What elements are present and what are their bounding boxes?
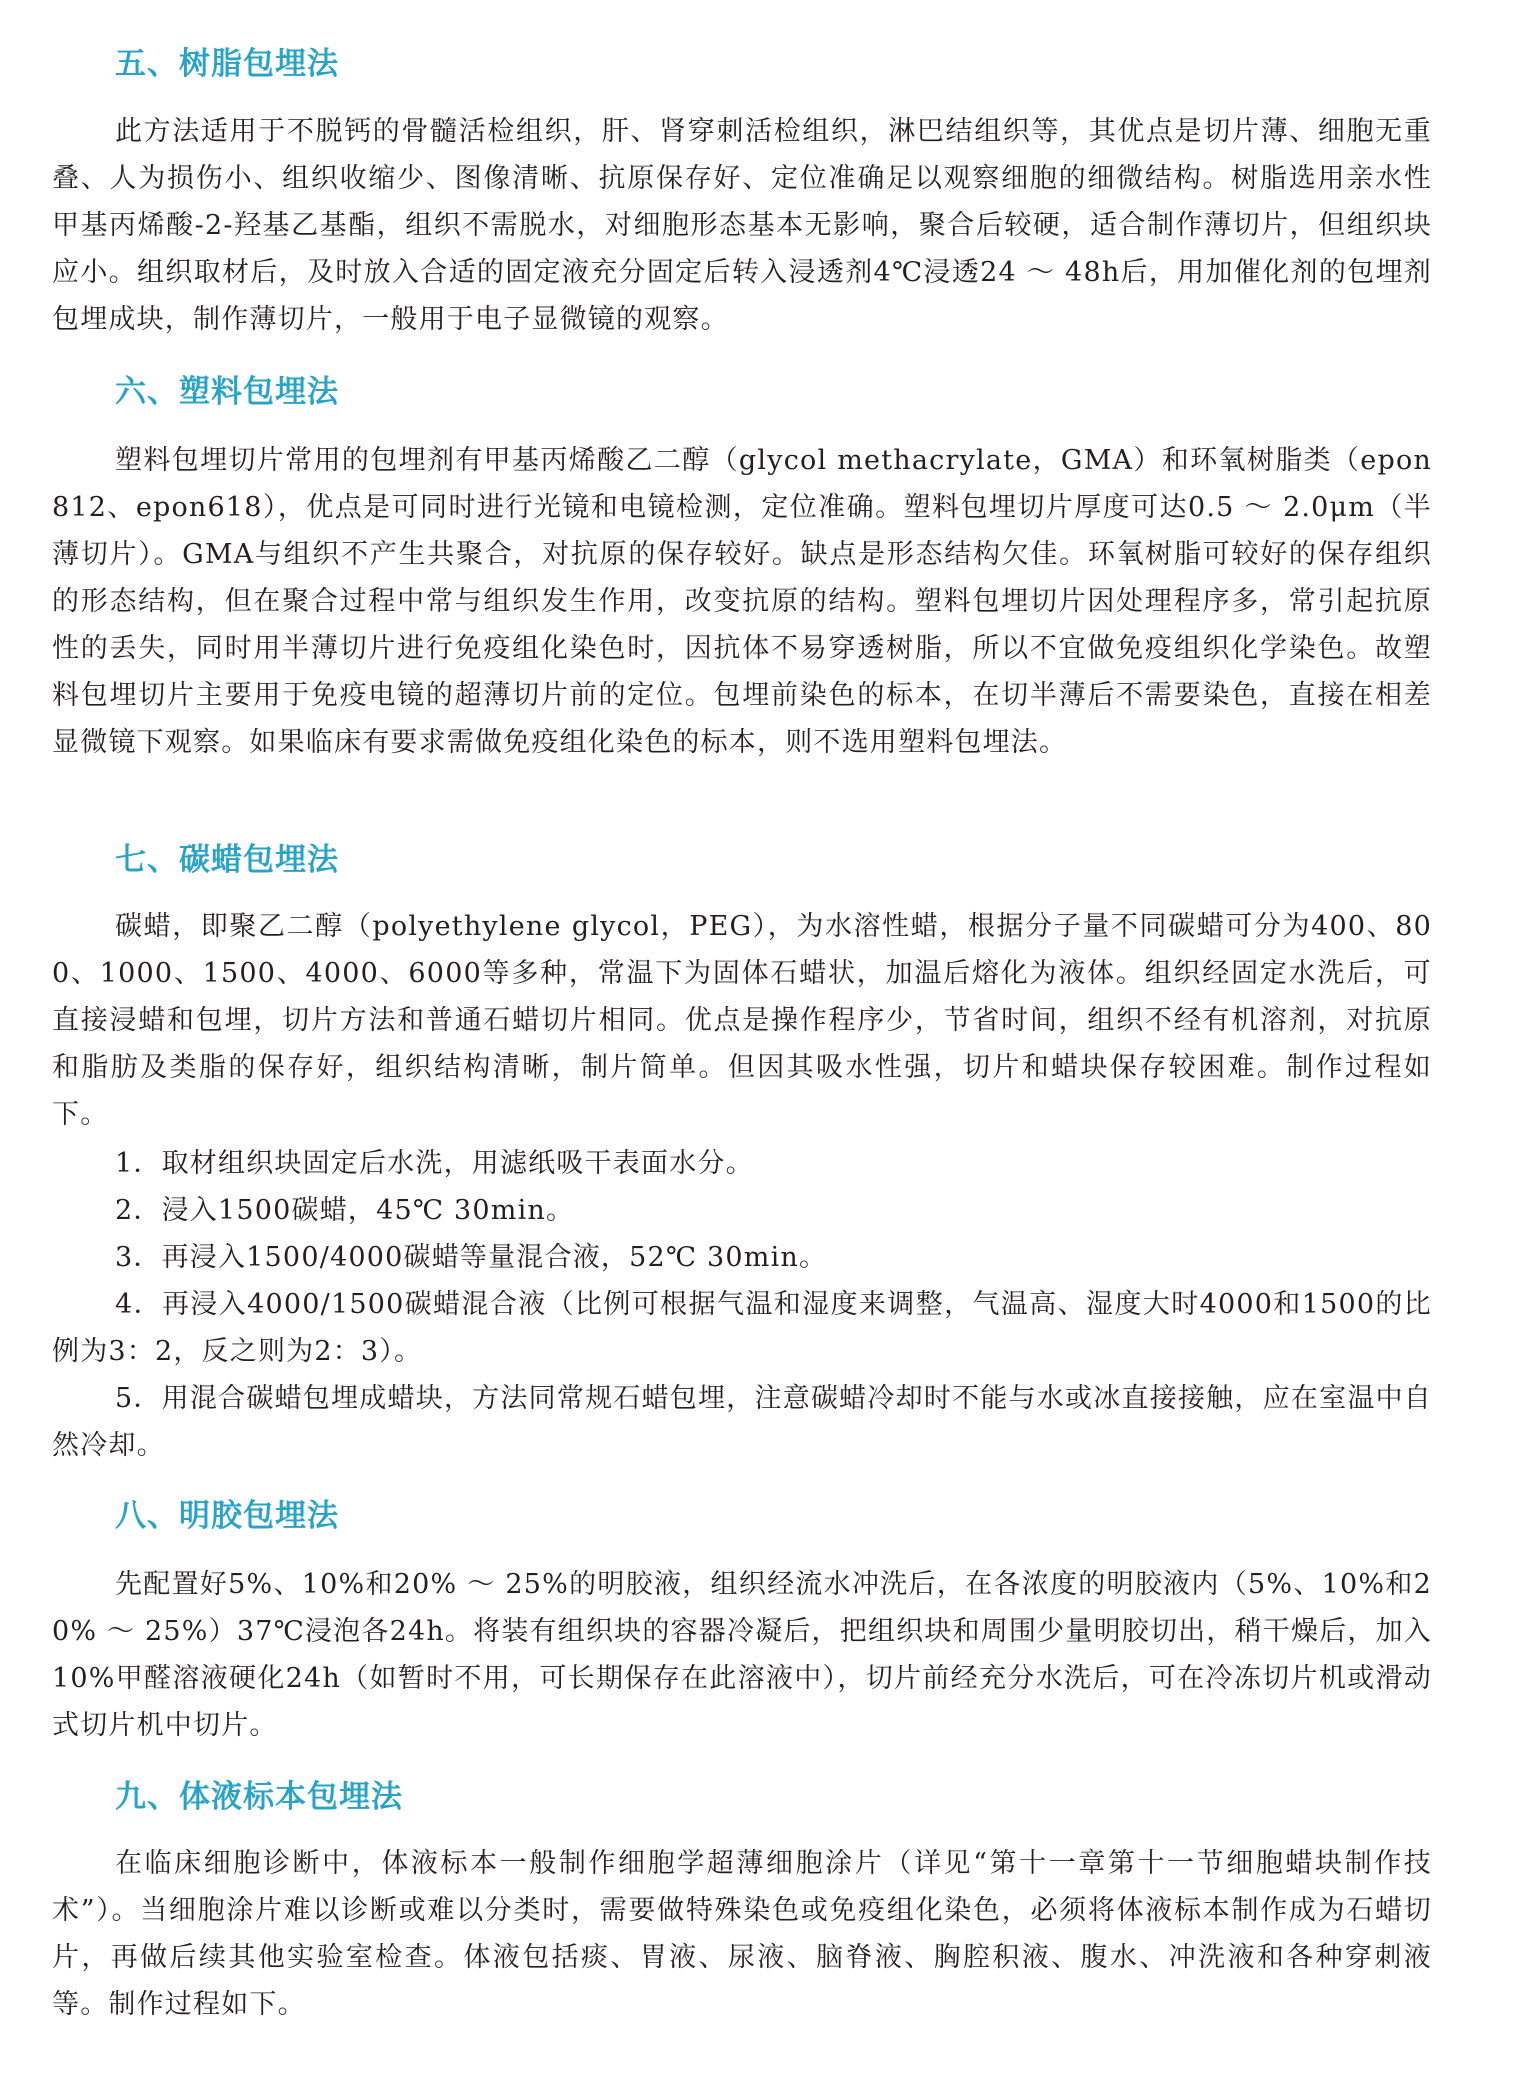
list-item: 4．再浸入4000/1500碳蜡混合液（比例可根据气温和湿度来调整，气温高、湿度大时4000和1500的比例为3：2，反之则为2：3）。 <box>52 1289 1432 1367</box>
list-item: 1．取材组织块固定后水洗，用滤纸吸干表面水分。 <box>115 1148 754 1179</box>
section-paragraph-resin-embedding: 此方法适用于不脱钙的骨髓活检组织，肝、肾穿刺活检组织，淋巴结组织等，其优点是切片薄、细胞无重叠、人为损伤小、组织收缩少、图像清晰、抗原保存好、定位准确足以观察细胞的细微结构。树脂选用亲水性甲基丙烯酸-2-羟基乙基酯，组织不需脱水，对细胞形态基本无影响，聚合后较硬，适合制作薄切片，但组织块应小。组织取材后，及时放入合适的固定液充分固定后转入浸透剂4℃浸透24 ～ 48h后，用加催化剂的包埋剂包埋成块，制作薄切片，一般用于电子显微镜的观察。 <box>52 116 1432 335</box>
section-paragraph-carbowax-embedding: 碳蜡，即聚乙二醇（polyethylene glycol，PEG），为水溶性蜡，根据分子量不同碳蜡可分为400、800、1000、1500、4000、6000等多种，常温下为固体石蜡状，加温后熔化为液体。组织经固定水洗后，可直接浸蜡和包埋，切片方法和普通石蜡切片相同。优点是操作程序少，节省时间，组织不经有机溶剂，对抗原和脂肪及类脂的保存好，组织结构清晰，制片简单。但因其吸水性强，切片和蜡块保存较困难。制作过程如下。 <box>52 911 1432 1130</box>
section-paragraph-body-fluid-embedding: 在临床细胞诊断中，体液标本一般制作细胞学超薄细胞涂片（详见“第十一章第十一节细胞蜡块制作技术”）。当细胞涂片难以诊断或难以分类时，需要做特殊染色或免疫组化染色，必须将体液标本制作成为石蜡切片，再做后续其他实验室检查。体液包括痰、胃液、尿液、脑脊液、胸腔积液、腹水、冲洗液和各种穿刺液等。制作过程如下。 <box>52 1848 1432 2020</box>
section-heading-gelatin-embedding: 八、明胶包埋法 <box>115 1498 339 1534</box>
section-heading-carbowax-embedding: 七、碳蜡包埋法 <box>115 842 339 878</box>
section-heading-plastic-embedding: 六、塑料包埋法 <box>115 374 339 410</box>
list-item: 3．再浸入1500/4000碳蜡等量混合液，52℃ 30min。 <box>115 1242 828 1273</box>
section-heading-resin-embedding: 五、树脂包埋法 <box>115 46 339 82</box>
list-item: 2．浸入1500碳蜡，45℃ 30min。 <box>115 1195 575 1226</box>
section-paragraph-plastic-embedding: 塑料包埋切片常用的包埋剂有甲基丙烯酸乙二醇（glycol methacrylate，GMA）和环氧树脂类（epon812、epon618），优点是可同时进行光镜和电镜检测，定位准确。塑料包埋切片厚度可达0.5 ～ 2.0μm（半薄切片）。GMA与组织不产生共聚合，对抗原的保存较好。缺点是形态结构欠佳。环氧树脂可较好的保存组织的形态结构，但在聚合过程中常与组织发生作用，改变抗原的结构。塑料包埋切片因处理程序多，常引起抗原性的丢失，同时用半薄切片进行免疫组化染色时，因抗体不易穿透树脂，所以不宜做免疫组织化学染色。故塑料包埋切片主要用于免疫电镜的超薄切片前的定位。包埋前染色的标本，在切半薄后不需要染色，直接在相差显微镜下观察。如果临床有要求需做免疫组化染色的标本，则不选用塑料包埋法。 <box>52 445 1432 758</box>
procedure-list <box>52 1140 1432 1469</box>
list-item: 5．用混合碳蜡包埋成蜡块，方法同常规石蜡包埋，注意碳蜡冷却时不能与水或冰直接接触，应在室温中自然冷却。 <box>52 1383 1432 1461</box>
section-heading-body-fluid-embedding: 九、体液标本包埋法 <box>115 1779 403 1815</box>
section-paragraph-gelatin-embedding: 先配置好5%、10%和20% ～ 25%的明胶液，组织经流水冲洗后，在各浓度的明胶液内（5%、10%和20% ～ 25%）37℃浸泡各24h。将装有组织块的容器冷凝后，把组织块和周围少量明胶切出，稍干燥后，加入10%甲醛溶液硬化24h（如暂时不用，可长期保存在此溶液中），切片前经充分水洗后，可在冷冻切片机或滑动式切片机中切片。 <box>52 1569 1432 1741</box>
